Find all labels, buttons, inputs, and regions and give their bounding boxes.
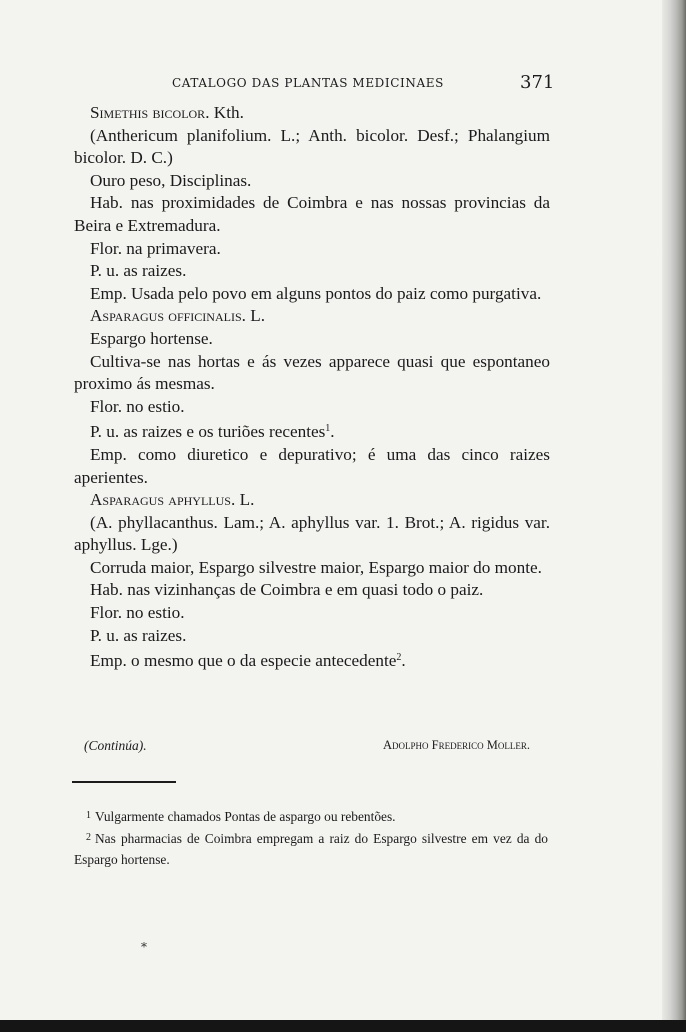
paragraph xyxy=(74,579,550,602)
species-name: Asparagus aphyllus. xyxy=(90,490,236,510)
paragraph-text: Kth. xyxy=(209,103,244,122)
footnote-number: 2 xyxy=(86,832,91,843)
paragraph-text: Corruda maior, Espargo silvestre maior, Espargo maior do monte. xyxy=(90,557,542,577)
species-name: Simethis bicolor. xyxy=(90,103,210,122)
paragraph-text: Hab. nas vizinhanças de Coimbra e em quasi todo o paiz. xyxy=(90,580,484,600)
paragraph xyxy=(74,305,550,328)
footnote-number: 1 xyxy=(86,810,91,821)
paragraph xyxy=(74,328,550,351)
paragraph-text: (Anthericum planifolium. L.; Anth. bicolor. Desf.; Phalangium bicolor. D. C.) xyxy=(74,125,550,168)
species-name: Asparagus officinalis. xyxy=(90,306,246,326)
paragraph xyxy=(74,512,550,557)
paragraph-text: Emp. como diuretico e depurativo; é uma das cinco raizes aperientes. xyxy=(74,444,550,487)
printer-mark: * xyxy=(141,940,147,954)
continued-note: (Continúa). xyxy=(84,738,147,753)
paragraph xyxy=(74,125,550,170)
paragraph-tail: . xyxy=(401,651,406,671)
body-text xyxy=(74,102,550,673)
page-edge-right xyxy=(662,0,686,1032)
paragraph-text: Hab. nas proximidades de Coimbra e nas nossas provincias da Beira e Extremadura. xyxy=(74,193,550,235)
paragraph-text: Cultiva-se nas hortas e ás vezes apparece quasi que espontaneo proximo ás mesmas. xyxy=(74,351,550,394)
paragraph-text: P. u. as raizes. xyxy=(90,261,187,281)
paragraph xyxy=(74,170,550,193)
paragraph xyxy=(74,283,550,306)
footnote xyxy=(74,805,548,827)
paragraph-tail: . xyxy=(330,422,335,442)
page-edge-bottom xyxy=(0,1020,686,1032)
paragraph-text: Flor. na primavera. xyxy=(90,238,221,258)
paragraph-text: (A. phyllacanthus. Lam.; A. aphyllus var. 1. Brot.; A. rigidus var. aphyllus. Lge.) xyxy=(74,512,550,555)
footnote-divider xyxy=(72,781,176,783)
paragraph xyxy=(74,192,550,237)
paragraph-text: Ouro peso, Disciplinas. xyxy=(90,170,252,190)
paragraph-text: Flor. no estio. xyxy=(90,603,185,623)
paragraph xyxy=(74,260,550,283)
paragraph-text: Emp. Usada pelo povo em alguns pontos do paiz como purgativa. xyxy=(90,283,542,303)
paragraph xyxy=(74,238,550,261)
paragraph xyxy=(74,489,550,512)
paragraph xyxy=(74,444,550,489)
running-head: CATALOGO DAS PLANTAS MEDICINAES xyxy=(172,76,444,90)
paragraph-text: P. u. as raizes e os turiões recentes xyxy=(90,422,326,442)
paragraph xyxy=(74,557,550,580)
footnote-text: Vulgarmente chamados Pontas de aspargo ou rebentões. xyxy=(95,809,396,824)
paragraph-text: Flor. no estio. xyxy=(90,396,185,416)
footnote xyxy=(74,827,548,870)
paragraph xyxy=(74,625,550,648)
paragraph xyxy=(74,602,550,625)
paragraph xyxy=(74,647,550,673)
paragraph-text: P. u. as raizes. xyxy=(90,625,187,645)
footnote-ref: 1 xyxy=(325,423,331,435)
paragraph xyxy=(74,418,550,444)
page-number: 371 xyxy=(520,72,555,93)
paragraph-text: L. xyxy=(245,306,266,326)
paragraph-text: L. xyxy=(235,490,255,510)
footnote-text: Nas pharmacias de Coimbra empregam a raiz do Espargo silvestre em vez da do Espargo hortense. xyxy=(74,831,548,867)
paragraph-text: Emp. o mesmo que o da especie antecedente xyxy=(90,651,397,671)
footnotes xyxy=(74,805,548,870)
author-signature: Adolpho Frederico Moller. xyxy=(383,738,530,752)
paragraph xyxy=(74,351,550,396)
paragraph xyxy=(74,102,550,125)
paragraph xyxy=(74,396,550,419)
paragraph-text: Espargo hortense. xyxy=(90,328,213,348)
footnote-ref: 2 xyxy=(396,652,402,664)
